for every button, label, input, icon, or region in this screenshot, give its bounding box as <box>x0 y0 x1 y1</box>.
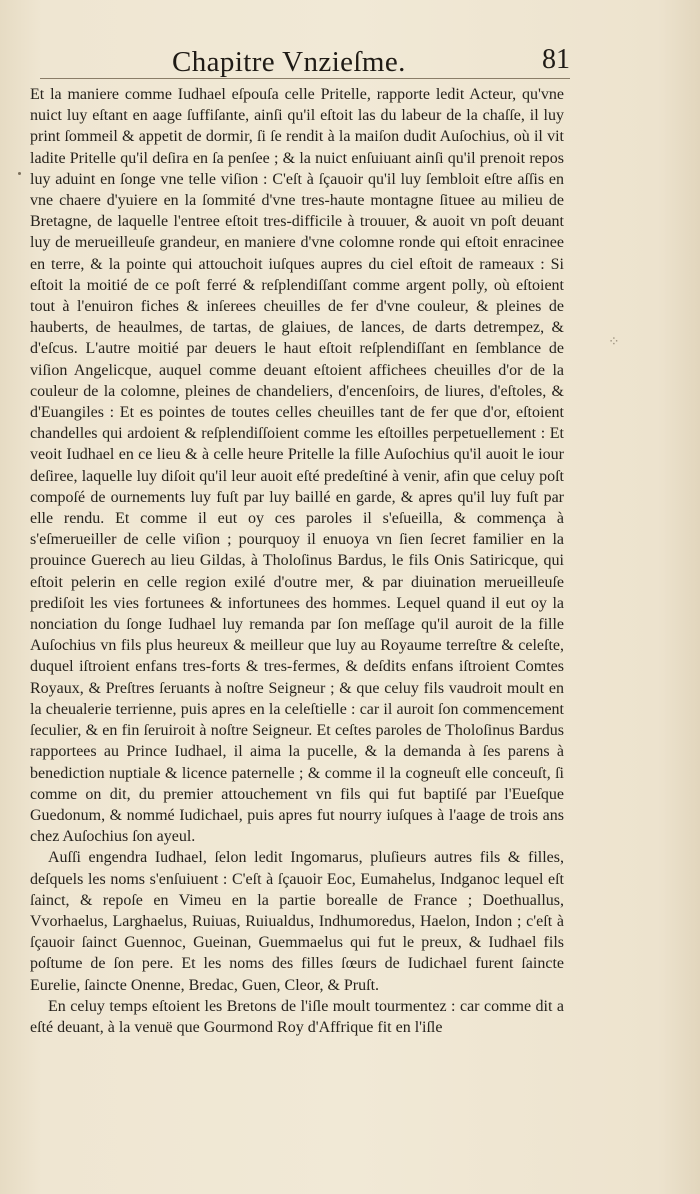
running-head <box>30 44 570 88</box>
header-rule <box>40 78 570 79</box>
ink-blot: ⁘ <box>608 335 620 350</box>
margin-mark <box>18 172 21 175</box>
paragraph-3: En celuy temps eſtoient les Bretons de l'iſle moult tourmentez : car comme dit a eſté deuant, à la venuë que Gourmond Roy d'Affrique fit en l'iſle <box>30 997 564 1036</box>
page-number: 81 <box>542 44 570 75</box>
body-text <box>30 84 564 1038</box>
paragraph-2: Auſſi engendra Iudhael, ſelon ledit Ingomarus, pluſieurs autres fils & filles, deſquels les noms s'enſuiuent : C'eſt à ſçauoir Eoc, Eumahelus, Indganoc lequel eſt ſainct, & repoſe en Vimeu en la partie borealle de France ; Doethuallus, Vvorhaelus, Larghaelus, Ruiuas, Ruiualdus, Indhumoredus, Haelon, Indon ; c'eſt à ſçauoir ſainct Guennoc, Gueinan, Guemmaelus qui fut le preux, & Iudhael fils poſtume de ſon pere. Et les noms des filles ſœurs de Iudichael furent ſaincte Eurelie, ſaincte Onenne, Bredac, Guen, Cleor, & Pruſt. <box>30 849 564 994</box>
chapter-title: Chapitre Vnzieſme. <box>172 46 406 78</box>
paragraph-1: Et la maniere comme Iudhael eſpouſa celle Pritelle, rapporte ledit Acteur, qu'vne nuict luy eſtant en aage ſuffiſante, ainſi qu'il eſtoit las du labeur de la chaſſe, il luy print ſommeil & appetit de dormir, ſi ſe rendit à la maiſon dudit Auſochius, où il vit ladite Pritelle qu'il deſira en ſa penſee ; & la nuict enſuiuant ainſi qu'il prenoit repos luy aduint en ſonge vne telle viſion : C'eſt à ſçauoir qu'il luy ſembloit eſtre aſſis en vne chaere d'yuiere en la ſommité d'vne tres-haute montagne ſituee au milieu de Bretagne, de laquelle l'entree eſtoit tres-difficile à trouuer, & auoit vn poſt deuant luy de merueilleuſe grandeur, en maniere d'vne colomne ronde qui eſtoit enracinee en terre, & la pointe qui attouchoit iuſques aupres du ciel eſtoit de rameaux : Si eſtoit la moitié de ce poſt ferré & reſplendiſſant comme argent polly, où eſtoient tout à l'enuiron fiches & inſerees cheuilles de fer d'vne couleur, & pleines de hauberts, de heaulmes, de tartas, de glaiues, de lances, de darts detrempez, & d'eſcus. L'autre moitié par deuers le haut eſtoit reſplendiſſant en ſemblance de viſion Angelicque, auquel comme deuant eſtoient affichees cheuilles d'or de la couleur de la colomne, pleines de chandeliers, d'encenſoirs, de liures, d'eſtoles, & d'Euangiles : Et es pointes de toutes celles cheuilles tant de fer que d'or, eſtoient chandelles qui ardoient & reſplendiſſoient comme les eſtoilles perpetuellement : Et veoit Iudhael en ce lieu & à celle heure Pritelle la fille Auſochius qu'il auoit le iour deſiree, laquelle luy diſoit qu'il leur auoit eſté predeſtiné à venir, afin que celuy poſt compoſé de ournements luy fuſt par luy baillé en garde, & apres qu'il luy fuſt par elle rendu. Et comme il eut oy ces paroles il s'eſueilla, & commença à s'eſmerueiller de celle viſion ; pourquoy il enuoya vn ſien ſecret familier en la prouince Guerech au lieu Gildas, à Tholoſinus Bardus, le fils Onis Satiricque, qui eſtoit pelerin en celle region exilé d'outre mer, & par diuination merueilleuſe prediſoit les vies fortunees & infortunees des hommes. Lequel quand il eut oy la nonciation du ſonge Iudhael luy remanda par ſon meſſage qu'il auroit de la fille Auſochius vn fils plus heureux & meilleur que luy au Royaume terreſtre & celeſte, duquel iſtroient enfans tres-forts & tres-fermes, & deſdits enfans iſtroient Comtes Royaux, & Preſtres ſeruants à noſtre Seigneur ; & que celuy fils vaudroit moult en la cheualerie terrienne, puis apres en la celeſtielle : car il auroit ſon commencement ſeculier, & en fin ſeruiroit à noſtre Seigneur. Et ceſtes paroles de Tholoſinus Bardus rapportees au Prince Iudhael, il aima la pucelle, & la demanda à ſes parens à benediction nuptiale & licence paternelle ; & comme il la cogneuſt elle conceuſt, ſi comme on dit, du premier attouchement vn fils qui fut baptiſé par l'Eueſque Guedonum, & nommé Iudichael, puis apres fut nourry iuſques à l'aage de trois ans chez Auſochius ſon ayeul. <box>30 86 564 846</box>
